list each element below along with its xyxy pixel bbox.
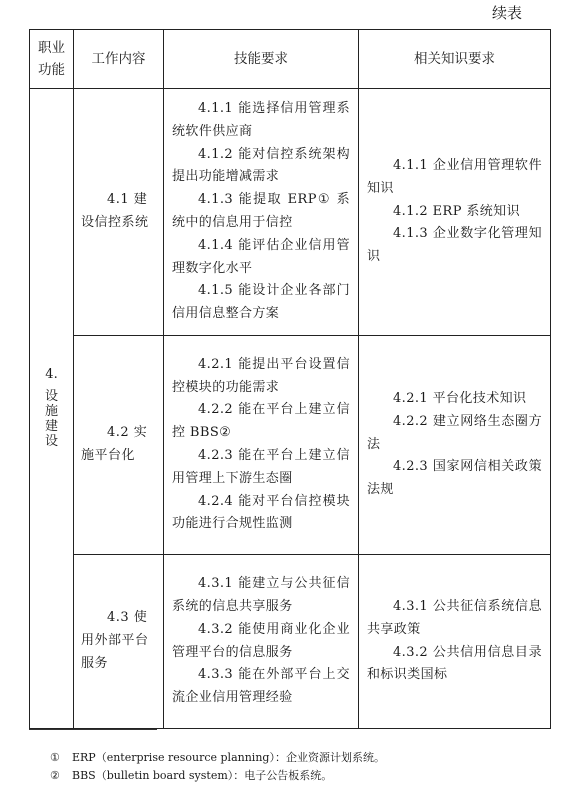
footnote-bbs bbox=[50, 769, 332, 783]
knowledge-cell bbox=[359, 89, 551, 336]
skill-item: 4.2.2 能在平台上建立信控 BBS② bbox=[172, 402, 350, 441]
table-row bbox=[30, 89, 551, 336]
continued-label: 续表 bbox=[492, 4, 523, 22]
work-content-cell: 4.3 使用外部平台服务 bbox=[74, 555, 164, 729]
knowledge-cell bbox=[359, 555, 551, 729]
skill-item: 4.1.3 能提取 ERP① 系统中的信息用于信控 bbox=[172, 192, 350, 230]
header-knowledge-requirements: 相关知识要求 bbox=[359, 30, 551, 89]
footnote-marker: ① bbox=[50, 751, 60, 764]
knowledge-cell bbox=[359, 336, 551, 555]
footnote-marker: ② bbox=[50, 769, 60, 782]
footnote-text: ERP（enterprise resource planning）：企业资源计划系统。 bbox=[72, 751, 385, 764]
footnote-erp bbox=[50, 751, 385, 765]
table-row bbox=[30, 336, 551, 555]
header-skill-requirements: 技能要求 bbox=[164, 30, 359, 89]
table-header-row bbox=[30, 30, 551, 89]
skill-item: 4.1.4 能评估企业信用管理数字化水平 bbox=[172, 237, 350, 276]
knowledge-item: 4.1.3 企业数字化管理知识 bbox=[367, 226, 542, 265]
footnote-divider bbox=[29, 729, 157, 730]
work-content-cell: 4.1 建设信控系统 bbox=[74, 89, 164, 336]
knowledge-item: 4.2.3 国家网信相关政策法规 bbox=[367, 459, 542, 498]
skill-item: 4.3.1 能建立与公共征信系统的信息共享服务 bbox=[172, 576, 350, 614]
function-name: 设施建设 bbox=[44, 388, 58, 449]
occupational-standard-table bbox=[29, 29, 551, 729]
function-number: 4. bbox=[45, 366, 58, 382]
skill-item: 4.1.2 能对信控系统架构提出功能增减需求 bbox=[172, 146, 350, 185]
footnote-text: BBS（bulletin board system）：电子公告板系统。 bbox=[72, 769, 333, 782]
knowledge-item: 4.1.2 ERP 系统知识 bbox=[393, 203, 520, 219]
skill-item: 4.2.4 能对平台信控模块功能进行合规性监测 bbox=[172, 493, 350, 532]
skill-cell bbox=[164, 336, 359, 555]
skill-item: 4.3.3 能在外部平台上交流企业信用管理经验 bbox=[172, 667, 350, 706]
knowledge-item: 4.2.2 建立网络生态圈方法 bbox=[367, 413, 542, 452]
skill-item: 4.2.3 能在平台上建立信用管理上下游生态圈 bbox=[172, 448, 350, 486]
skill-item: 4.1.5 能设计企业各部门信用信息整合方案 bbox=[172, 283, 350, 322]
work-content-cell: 4.2 实施平台化 bbox=[74, 336, 164, 555]
skill-item: 4.1.1 能选择信用管理系统软件供应商 bbox=[172, 101, 350, 139]
knowledge-item: 4.2.1 平台化技术知识 bbox=[393, 391, 527, 406]
knowledge-item: 4.3.2 公共信用信息目录和标识类国标 bbox=[367, 644, 542, 683]
skill-item: 4.2.1 能提出平台设置信控模块的功能需求 bbox=[172, 356, 350, 395]
skill-cell bbox=[164, 89, 359, 336]
header-work-content: 工作内容 bbox=[74, 30, 164, 89]
skill-cell bbox=[164, 555, 359, 729]
knowledge-item: 4.1.1 企业信用管理软件知识 bbox=[367, 158, 542, 196]
knowledge-item: 4.3.1 公共征信系统信息共享政策 bbox=[367, 598, 542, 637]
skill-item: 4.3.2 能使用商业化企业管理平台的信息服务 bbox=[172, 621, 350, 660]
function-cell bbox=[30, 89, 74, 729]
table-row bbox=[30, 555, 551, 729]
header-function: 职业功能 bbox=[30, 30, 74, 89]
